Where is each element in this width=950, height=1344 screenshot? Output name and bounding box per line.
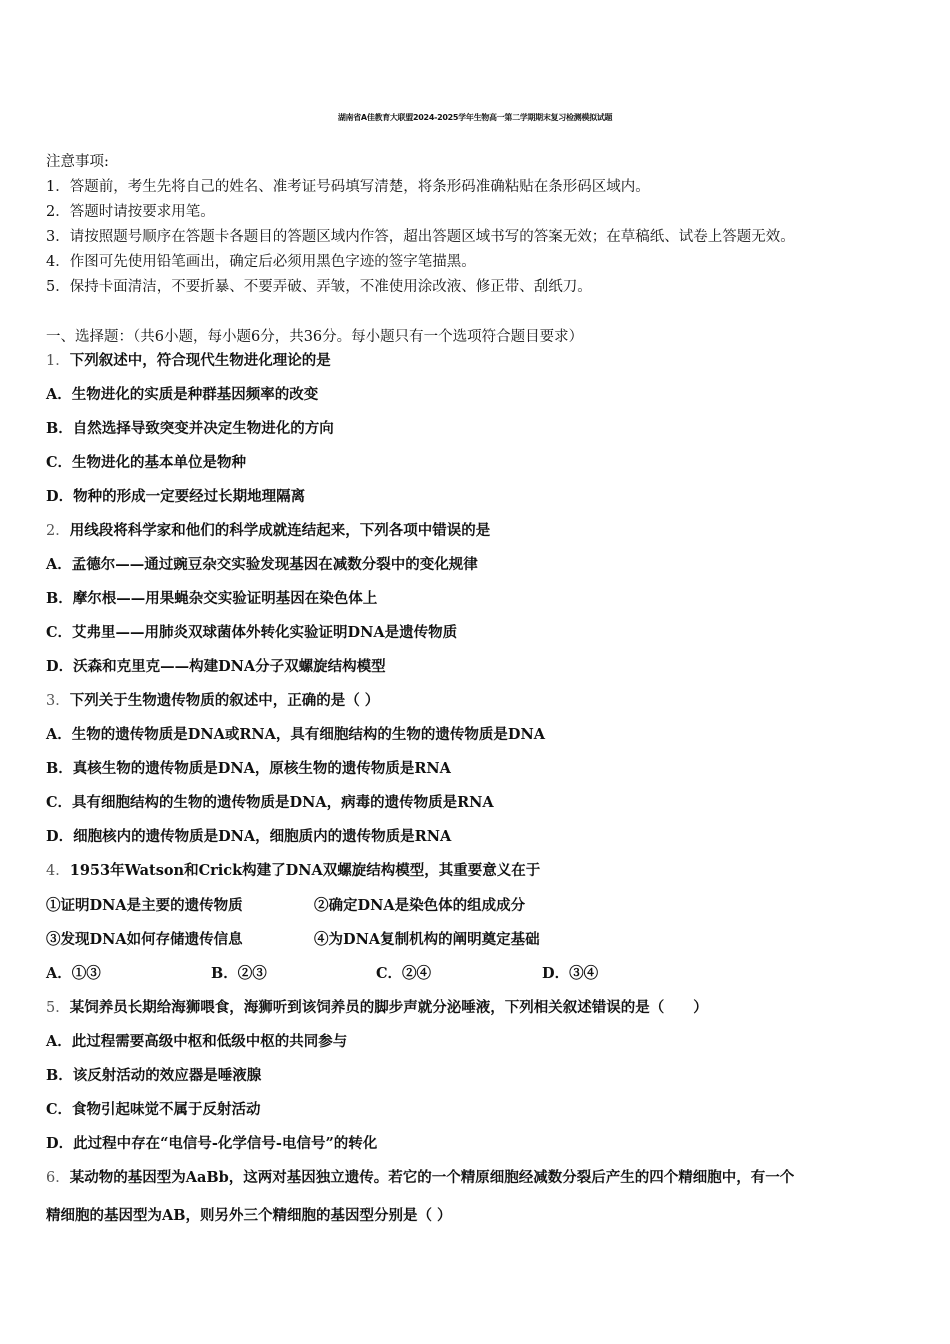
question-number: 5． xyxy=(46,1000,70,1016)
question-text: 用线段将科学家和他们的科学成就连结起来，下列各项中错误的是 xyxy=(69,522,491,539)
answer-option: B．自然选择导致突变并决定生物进化的方向 xyxy=(46,420,334,437)
answer-option: B．摩尔根——用果蝇杂交实验证明基因在染色体上 xyxy=(46,590,378,607)
answer-option: A．生物的遗传物质是DNA或RNA，具有细胞结构的生物的遗传物质是DNA xyxy=(46,726,545,743)
question-text: 下列叙述中，符合现代生物进化理论的是 xyxy=(69,352,331,369)
section-heading: 一、选择题：（共6小题，每小题6分，共36分。每小题只有一个选项符合题目要求） xyxy=(46,329,584,345)
question-text: 某饲养员长期给海狮喂食，海狮听到该饲养员的脚步声就分泌唾液，下列相关叙述错误的是（ ） xyxy=(69,999,708,1016)
answer-option: B．该反射活动的效应器是唾液腺 xyxy=(46,1067,262,1084)
notice-item: 1．答题前，考生先将自己的姓名、准考证号码填写清楚，将条形码准确粘贴在条形码区域内。 xyxy=(46,179,650,195)
answer-option: C．艾弗里——用肺炎双球菌体外转化实验证明DNA是遗传物质 xyxy=(46,624,458,641)
statement-item: ①证明DNA是主要的遗传物质 xyxy=(46,897,243,914)
notice-item: 3．请按照题号顺序在答题卡各题目的答题区域内作答，超出答题区域书写的答案无效；在草稿纸、试卷上答题无效。 xyxy=(46,229,795,245)
question-number: 2． xyxy=(46,523,70,539)
question-number: 1． xyxy=(46,353,70,369)
answer-option: C．生物进化的基本单位是物种 xyxy=(46,454,247,471)
answer-option: A．生物进化的实质是种群基因频率的改变 xyxy=(46,386,319,403)
answer-option: C．具有细胞结构的生物的遗传物质是DNA，病毒的遗传物质是RNA xyxy=(46,794,494,811)
question-stem xyxy=(46,861,540,881)
answer-choice: B．②③ xyxy=(211,965,267,982)
answer-option: D．细胞核内的遗传物质是DNA，细胞质内的遗传物质是RNA xyxy=(46,828,452,845)
statement-item: ②确定DNA是染色体的组成成分 xyxy=(314,897,526,914)
exam-title: 湖南省A佳教育大联盟2024-2025学年生物高一第二学期期末复习检测模拟试题 xyxy=(337,113,613,122)
answer-option: D．沃森和克里克——构建DNA分子双螺旋结构模型 xyxy=(46,658,386,675)
answer-choice: D．③④ xyxy=(542,965,599,982)
answer-option: B．真核生物的遗传物质是DNA，原核生物的遗传物质是RNA xyxy=(46,760,451,777)
notice-heading: 注意事项: xyxy=(46,154,109,170)
notice-item: 4．作图可先使用铅笔画出，确定后必须用黑色字迹的签字笔描黑。 xyxy=(46,254,476,270)
question-number: 3． xyxy=(46,693,70,709)
answer-option: D．物种的形成一定要经过长期地理隔离 xyxy=(46,488,306,505)
question-text: 某动物的基因型为AaBb，这两对基因独立遗传。若它的一个精原细胞经减数分裂后产生的四个精细胞中，有一个 xyxy=(69,1169,795,1186)
answer-option: C．食物引起味觉不属于反射活动 xyxy=(46,1101,261,1118)
question-stem xyxy=(46,351,331,371)
question-stem xyxy=(46,691,379,711)
answer-option: D．此过程中存在“电信号-化学信号-电信号”的转化 xyxy=(46,1135,378,1152)
question-text: 1953年Watson和Crick构建了DNA双螺旋结构模型，其重要意义在于 xyxy=(69,862,541,879)
answer-option: A．孟德尔——通过豌豆杂交实验发现基因在减数分裂中的变化规律 xyxy=(46,556,478,573)
answer-choice: C．②④ xyxy=(376,965,432,982)
question-text: 下列关于生物遗传物质的叙述中，正确的是（ ） xyxy=(69,692,380,709)
question-text-continued: 精细胞的基因型为AB，则另外三个精细胞的基因型分别是（ ） xyxy=(46,1207,452,1224)
statement-item: ③发现DNA如何存储遗传信息 xyxy=(46,931,243,948)
question-number: 6． xyxy=(46,1170,70,1186)
question-stem xyxy=(46,521,490,541)
question-stem xyxy=(46,998,708,1018)
question-number: 4． xyxy=(46,863,70,879)
statement-item: ④为DNA复制机构的阐明奠定基础 xyxy=(314,931,540,948)
answer-choice: A．①③ xyxy=(46,965,101,982)
notice-item: 2．答题时请按要求用笔。 xyxy=(46,204,215,220)
question-stem xyxy=(46,1168,794,1188)
notice-item: 5．保持卡面清洁，不要折暴、不要弄破、弄皱，不准使用涂改液、修正带、刮纸刀。 xyxy=(46,279,592,295)
answer-option: A．此过程需要高级中枢和低级中枢的共同参与 xyxy=(46,1033,348,1050)
